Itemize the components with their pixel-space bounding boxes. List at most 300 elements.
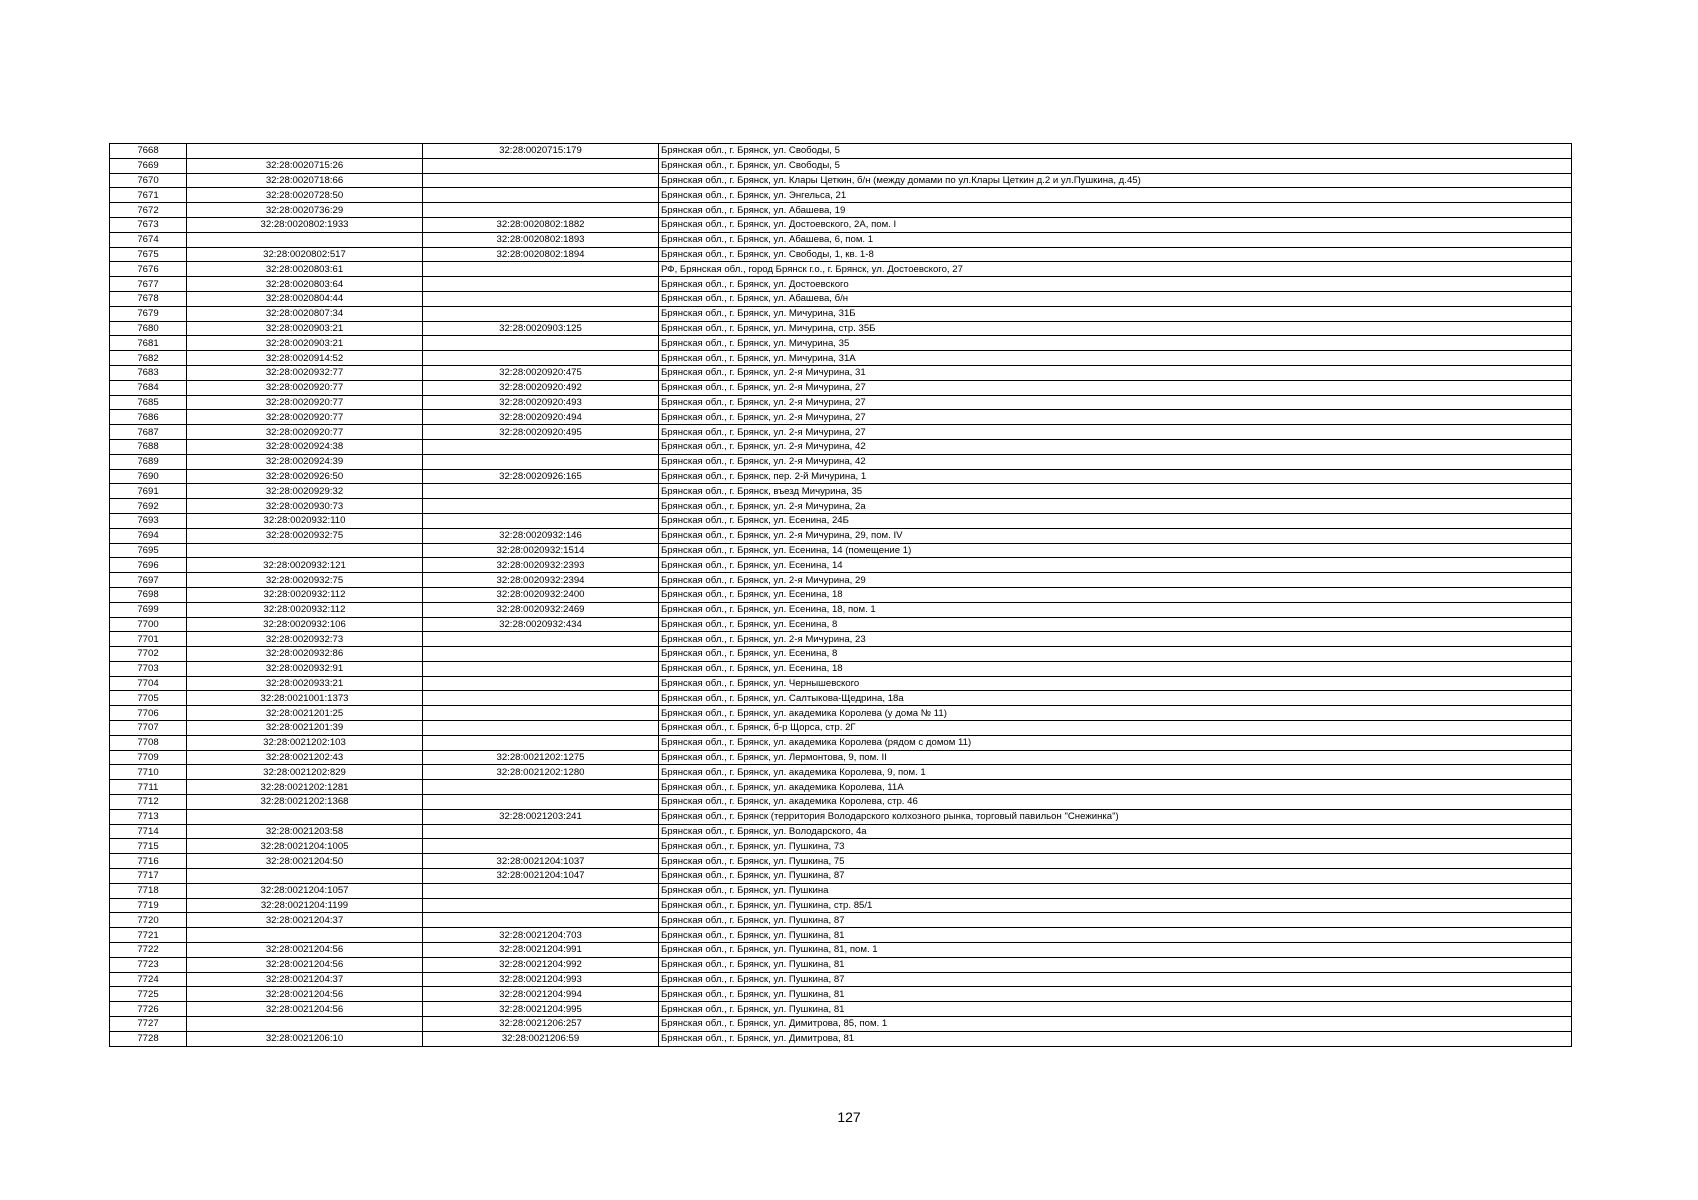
object-number-cell: 32:28:0021202:1280	[423, 765, 659, 780]
parcel-number-cell	[187, 869, 423, 884]
table-row	[110, 883, 1572, 898]
address-cell: Брянская обл., г. Брянск, ул. 2-я Мичурина, 27	[659, 380, 1572, 395]
table-row	[110, 321, 1572, 336]
address-cell: Брянская обл., г. Брянск, ул. Пушкина, 75	[659, 854, 1572, 869]
parcel-number-cell: 32:28:0021204:56	[187, 987, 423, 1002]
address-cell: Брянская обл., г. Брянск, ул. Есенина, 18	[659, 587, 1572, 602]
table-row	[110, 380, 1572, 395]
address-cell: Брянская обл., г. Брянск, ул. Есенина, 14	[659, 558, 1572, 573]
object-number-cell	[423, 277, 659, 292]
row-number-cell: 7726	[110, 1002, 187, 1017]
object-number-cell: 32:28:0021204:995	[423, 1002, 659, 1017]
address-cell: Брянская обл., г. Брянск, ул. Салтыкова-Щедрина, 18а	[659, 691, 1572, 706]
table-row	[110, 706, 1572, 721]
parcel-number-cell: 32:28:0020932:91	[187, 661, 423, 676]
address-cell: Брянская обл., г. Брянск, пер. 2-й Мичурина, 1	[659, 469, 1572, 484]
row-number-cell: 7716	[110, 854, 187, 869]
table-row	[110, 602, 1572, 617]
parcel-number-cell: 32:28:0020802:517	[187, 247, 423, 262]
parcel-number-cell: 32:28:0021206:10	[187, 1031, 423, 1046]
row-number-cell: 7684	[110, 380, 187, 395]
object-number-cell	[423, 439, 659, 454]
address-cell: Брянская обл., г. Брянск, ул. Свободы, 5	[659, 144, 1572, 159]
address-cell: Брянская обл., г. Брянск, ул. Абашева, 19	[659, 203, 1572, 218]
parcel-number-cell: 32:28:0020932:77	[187, 365, 423, 380]
parcel-number-cell: 32:28:0020803:61	[187, 262, 423, 277]
address-cell: Брянская обл., г. Брянск, ул. Есенина, 14 (помещение 1)	[659, 543, 1572, 558]
row-number-cell: 7704	[110, 676, 187, 691]
table-row	[110, 410, 1572, 425]
address-cell: Брянская обл., г. Брянск, ул. Пушкина, 81	[659, 1002, 1572, 1017]
address-cell: Брянская обл., г. Брянск, ул. академика Королева (рядом с домом 11)	[659, 735, 1572, 750]
object-number-cell	[423, 499, 659, 514]
object-number-cell: 32:28:0020932:2393	[423, 558, 659, 573]
row-number-cell: 7701	[110, 632, 187, 647]
row-number-cell: 7706	[110, 706, 187, 721]
parcel-number-cell: 32:28:0021204:56	[187, 957, 423, 972]
table-row	[110, 173, 1572, 188]
row-number-cell: 7724	[110, 972, 187, 987]
parcel-number-cell: 32:28:0020920:77	[187, 425, 423, 440]
row-number-cell: 7693	[110, 513, 187, 528]
object-number-cell: 32:28:0020932:434	[423, 617, 659, 632]
parcel-number-cell: 32:28:0020903:21	[187, 321, 423, 336]
row-number-cell: 7696	[110, 558, 187, 573]
object-number-cell: 32:28:0020920:475	[423, 365, 659, 380]
row-number-cell: 7718	[110, 883, 187, 898]
object-number-cell: 32:28:0021204:994	[423, 987, 659, 1002]
row-number-cell: 7725	[110, 987, 187, 1002]
table-row	[110, 306, 1572, 321]
row-number-cell: 7677	[110, 277, 187, 292]
table-row	[110, 558, 1572, 573]
address-cell: Брянская обл., г. Брянск, ул. Есенина, 8	[659, 617, 1572, 632]
address-cell: Брянская обл., г. Брянск, ул. Энгельса, 21	[659, 188, 1572, 203]
table-row	[110, 469, 1572, 484]
row-number-cell: 7695	[110, 543, 187, 558]
object-number-cell: 32:28:0020802:1882	[423, 217, 659, 232]
row-number-cell: 7714	[110, 824, 187, 839]
table-row	[110, 277, 1572, 292]
address-cell: Брянская обл., г. Брянск, въезд Мичурина, 35	[659, 484, 1572, 499]
object-number-cell: 32:28:0021204:991	[423, 943, 659, 958]
object-number-cell	[423, 262, 659, 277]
object-number-cell: 32:28:0021204:993	[423, 972, 659, 987]
table-row	[110, 972, 1572, 987]
object-number-cell	[423, 661, 659, 676]
row-number-cell: 7678	[110, 291, 187, 306]
object-number-cell	[423, 291, 659, 306]
parcel-number-cell: 32:28:0021201:39	[187, 721, 423, 736]
parcel-number-cell: 32:28:0020903:21	[187, 336, 423, 351]
parcel-number-cell: 32:28:0021202:1368	[187, 795, 423, 810]
object-number-cell	[423, 632, 659, 647]
parcel-number-cell: 32:28:0021204:1057	[187, 883, 423, 898]
row-number-cell: 7712	[110, 795, 187, 810]
object-number-cell: 32:28:0021203:241	[423, 809, 659, 824]
table-row	[110, 647, 1572, 662]
table-row	[110, 987, 1572, 1002]
row-number-cell: 7690	[110, 469, 187, 484]
address-cell: Брянская обл., г. Брянск, ул. 2-я Мичурина, 27	[659, 425, 1572, 440]
table-row	[110, 291, 1572, 306]
address-cell: Брянская обл., г. Брянск, ул. Достоевского, 2А, пом. I	[659, 217, 1572, 232]
parcel-number-cell: 32:28:0021204:37	[187, 972, 423, 987]
parcel-number-cell: 32:28:0020926:50	[187, 469, 423, 484]
address-cell: Брянская обл., г. Брянск (территория Володарского колхозного рынка, торговый павильон "Снежинка")	[659, 809, 1572, 824]
row-number-cell: 7674	[110, 232, 187, 247]
object-number-cell	[423, 647, 659, 662]
object-number-cell	[423, 735, 659, 750]
parcel-number-cell: 32:28:0021202:829	[187, 765, 423, 780]
parcel-number-cell: 32:28:0020920:77	[187, 395, 423, 410]
table-row	[110, 721, 1572, 736]
table-row	[110, 735, 1572, 750]
table-row	[110, 365, 1572, 380]
row-number-cell: 7715	[110, 839, 187, 854]
row-number-cell: 7719	[110, 898, 187, 913]
row-number-cell: 7689	[110, 454, 187, 469]
table-row	[110, 898, 1572, 913]
object-number-cell: 32:28:0020802:1894	[423, 247, 659, 262]
row-number-cell: 7705	[110, 691, 187, 706]
table-row	[110, 395, 1572, 410]
table-row	[110, 824, 1572, 839]
table-row	[110, 691, 1572, 706]
object-number-cell: 32:28:0021204:1047	[423, 869, 659, 884]
table-row	[110, 144, 1572, 159]
address-cell: Брянская обл., г. Брянск, ул. 2-я Мичурина, 31	[659, 365, 1572, 380]
table-row	[110, 661, 1572, 676]
parcel-number-cell: 32:28:0021204:1199	[187, 898, 423, 913]
table-row	[110, 869, 1572, 884]
row-number-cell: 7669	[110, 158, 187, 173]
table-row	[110, 232, 1572, 247]
object-number-cell	[423, 306, 659, 321]
object-number-cell: 32:28:0020926:165	[423, 469, 659, 484]
address-cell: Брянская обл., г. Брянск, ул. Мичурина, 31А	[659, 351, 1572, 366]
parcel-number-cell: 32:28:0020932:75	[187, 528, 423, 543]
address-cell: Брянская обл., г. Брянск, ул. академика Королева (у дома № 11)	[659, 706, 1572, 721]
object-number-cell	[423, 883, 659, 898]
address-cell: Брянская обл., г. Брянск, ул. 2-я Мичурина, 42	[659, 439, 1572, 454]
parcel-number-cell: 32:28:0021204:50	[187, 854, 423, 869]
address-cell: Брянская обл., г. Брянск, ул. 2-я Мичурина, 2а	[659, 499, 1572, 514]
object-number-cell	[423, 158, 659, 173]
row-number-cell: 7697	[110, 573, 187, 588]
object-number-cell	[423, 336, 659, 351]
row-number-cell: 7685	[110, 395, 187, 410]
address-cell: Брянская обл., г. Брянск, ул. Есенина, 8	[659, 647, 1572, 662]
address-cell: Брянская обл., г. Брянск, ул. Есенина, 24Б	[659, 513, 1572, 528]
table-row	[110, 188, 1572, 203]
parcel-number-cell	[187, 1017, 423, 1032]
address-cell: Брянская обл., г. Брянск, ул. 2-я Мичурина, 27	[659, 395, 1572, 410]
table-row	[110, 809, 1572, 824]
row-number-cell: 7694	[110, 528, 187, 543]
table-row	[110, 1002, 1572, 1017]
address-cell: Брянская обл., г. Брянск, ул. Есенина, 18, пом. 1	[659, 602, 1572, 617]
address-cell: Брянская обл., г. Брянск, ул. Клары Цеткин, б/н (между домами по ул.Клары Цеткин д.2 и ул.Пушкина, д.45)	[659, 173, 1572, 188]
parcel-number-cell	[187, 232, 423, 247]
table-row	[110, 439, 1572, 454]
object-number-cell	[423, 513, 659, 528]
table-row	[110, 676, 1572, 691]
row-number-cell: 7711	[110, 780, 187, 795]
table-row	[110, 573, 1572, 588]
row-number-cell: 7708	[110, 735, 187, 750]
row-number-cell: 7702	[110, 647, 187, 662]
parcel-number-cell: 32:28:0020804:44	[187, 291, 423, 306]
address-cell: Брянская обл., г. Брянск, ул. Димитрова, 85, пом. 1	[659, 1017, 1572, 1032]
table-row	[110, 217, 1572, 232]
parcel-number-cell: 32:28:0020932:106	[187, 617, 423, 632]
address-cell: Брянская обл., г. Брянск, ул. 2-я Мичурина, 29	[659, 573, 1572, 588]
parcel-number-cell: 32:28:0020932:110	[187, 513, 423, 528]
row-number-cell: 7713	[110, 809, 187, 824]
row-number-cell: 7722	[110, 943, 187, 958]
table-row	[110, 957, 1572, 972]
object-number-cell	[423, 188, 659, 203]
parcel-number-cell: 32:28:0020932:73	[187, 632, 423, 647]
table-row	[110, 839, 1572, 854]
parcel-number-cell: 32:28:0021204:56	[187, 1002, 423, 1017]
parcel-number-cell: 32:28:0020924:38	[187, 439, 423, 454]
object-number-cell	[423, 351, 659, 366]
parcel-number-cell: 32:28:0020718:66	[187, 173, 423, 188]
registry-table-body	[110, 144, 1572, 1047]
parcel-number-cell: 32:28:0020803:64	[187, 277, 423, 292]
table-row	[110, 543, 1572, 558]
address-cell: Брянская обл., г. Брянск, ул. академика Королева, стр. 46	[659, 795, 1572, 810]
table-row	[110, 780, 1572, 795]
object-number-cell: 32:28:0020920:493	[423, 395, 659, 410]
row-number-cell: 7710	[110, 765, 187, 780]
row-number-cell: 7699	[110, 602, 187, 617]
table-row	[110, 913, 1572, 928]
parcel-number-cell: 32:28:0021204:56	[187, 943, 423, 958]
registry-table	[109, 143, 1572, 1047]
parcel-number-cell: 32:28:0021203:58	[187, 824, 423, 839]
object-number-cell	[423, 203, 659, 218]
table-row	[110, 1031, 1572, 1046]
address-cell: Брянская обл., г. Брянск, ул. Пушкина	[659, 883, 1572, 898]
object-number-cell	[423, 691, 659, 706]
parcel-number-cell: 32:28:0020932:75	[187, 573, 423, 588]
row-number-cell: 7683	[110, 365, 187, 380]
object-number-cell: 32:28:0021206:59	[423, 1031, 659, 1046]
parcel-number-cell: 32:28:0020914:52	[187, 351, 423, 366]
parcel-number-cell: 32:28:0020715:26	[187, 158, 423, 173]
address-cell: Брянская обл., г. Брянск, ул. Димитрова, 81	[659, 1031, 1572, 1046]
table-row	[110, 425, 1572, 440]
object-number-cell: 32:28:0020932:2394	[423, 573, 659, 588]
parcel-number-cell: 32:28:0020932:112	[187, 587, 423, 602]
object-number-cell: 32:28:0020932:2400	[423, 587, 659, 602]
table-row	[110, 750, 1572, 765]
address-cell: Брянская обл., г. Брянск, ул. Пушкина, 81, пом. 1	[659, 943, 1572, 958]
table-row	[110, 795, 1572, 810]
table-row	[110, 1017, 1572, 1032]
address-cell: Брянская обл., г. Брянск, ул. Пушкина, 87	[659, 972, 1572, 987]
address-cell: Брянская обл., г. Брянск, ул. Пушкина, 81	[659, 987, 1572, 1002]
row-number-cell: 7723	[110, 957, 187, 972]
row-number-cell: 7682	[110, 351, 187, 366]
object-number-cell: 32:28:0020920:494	[423, 410, 659, 425]
address-cell: Брянская обл., г. Брянск, ул. Мичурина, стр. 35Б	[659, 321, 1572, 336]
table-row	[110, 528, 1572, 543]
object-number-cell: 32:28:0021206:257	[423, 1017, 659, 1032]
row-number-cell: 7668	[110, 144, 187, 159]
table-row	[110, 262, 1572, 277]
row-number-cell: 7728	[110, 1031, 187, 1046]
object-number-cell	[423, 780, 659, 795]
address-cell: Брянская обл., г. Брянск, ул. 2-я Мичурина, 27	[659, 410, 1572, 425]
row-number-cell: 7673	[110, 217, 187, 232]
address-cell: Брянская обл., г. Брянск, ул. Пушкина, 81	[659, 957, 1572, 972]
table-row	[110, 484, 1572, 499]
address-cell: Брянская обл., г. Брянск, ул. Мичурина, 31Б	[659, 306, 1572, 321]
object-number-cell	[423, 676, 659, 691]
parcel-number-cell: 32:28:0020736:29	[187, 203, 423, 218]
table-row	[110, 336, 1572, 351]
parcel-number-cell	[187, 144, 423, 159]
table-row	[110, 765, 1572, 780]
parcel-number-cell: 32:28:0020930:73	[187, 499, 423, 514]
address-cell: Брянская обл., г. Брянск, ул. 2-я Мичурина, 29, пом. IV	[659, 528, 1572, 543]
row-number-cell: 7700	[110, 617, 187, 632]
parcel-number-cell: 32:28:0021201:25	[187, 706, 423, 721]
address-cell: Брянская обл., г. Брянск, ул. академика Королева, 11А	[659, 780, 1572, 795]
parcel-number-cell: 32:28:0020929:32	[187, 484, 423, 499]
row-number-cell: 7688	[110, 439, 187, 454]
parcel-number-cell: 32:28:0020728:50	[187, 188, 423, 203]
address-cell: Брянская обл., г. Брянск, ул. Свободы, 5	[659, 158, 1572, 173]
parcel-number-cell	[187, 928, 423, 943]
object-number-cell: 32:28:0020802:1893	[423, 232, 659, 247]
parcel-number-cell: 32:28:0021204:1005	[187, 839, 423, 854]
object-number-cell	[423, 721, 659, 736]
table-row	[110, 587, 1572, 602]
parcel-number-cell: 32:28:0020933:21	[187, 676, 423, 691]
address-cell: Брянская обл., г. Брянск, ул. Лермонтова, 9, пом. II	[659, 750, 1572, 765]
address-cell: Брянская обл., г. Брянск, ул. 2-я Мичурина, 23	[659, 632, 1572, 647]
address-cell: Брянская обл., г. Брянск, ул. Володарского, 4а	[659, 824, 1572, 839]
object-number-cell	[423, 913, 659, 928]
parcel-number-cell: 32:28:0020932:112	[187, 602, 423, 617]
address-cell: Брянская обл., г. Брянск, ул. Пушкина, стр. 85/1	[659, 898, 1572, 913]
row-number-cell: 7670	[110, 173, 187, 188]
address-cell: Брянская обл., г. Брянск, ул. Абашева, б/н	[659, 291, 1572, 306]
row-number-cell: 7709	[110, 750, 187, 765]
object-number-cell: 32:28:0021204:1037	[423, 854, 659, 869]
address-cell: Брянская обл., г. Брянск, ул. Есенина, 18	[659, 661, 1572, 676]
parcel-number-cell: 32:28:0020802:1933	[187, 217, 423, 232]
object-number-cell	[423, 484, 659, 499]
table-row	[110, 499, 1572, 514]
row-number-cell: 7672	[110, 203, 187, 218]
object-number-cell: 32:28:0020920:495	[423, 425, 659, 440]
row-number-cell: 7679	[110, 306, 187, 321]
row-number-cell: 7721	[110, 928, 187, 943]
object-number-cell: 32:28:0020932:146	[423, 528, 659, 543]
parcel-number-cell: 32:28:0020932:86	[187, 647, 423, 662]
address-cell: Брянская обл., г. Брянск, ул. Пушкина, 81	[659, 928, 1572, 943]
page-number: 127	[837, 1109, 861, 1125]
object-number-cell	[423, 173, 659, 188]
object-number-cell	[423, 839, 659, 854]
parcel-number-cell: 32:28:0021202:1281	[187, 780, 423, 795]
address-cell: Брянская обл., г. Брянск, ул. Достоевского	[659, 277, 1572, 292]
object-number-cell: 32:28:0020932:2469	[423, 602, 659, 617]
row-number-cell: 7698	[110, 587, 187, 602]
row-number-cell: 7680	[110, 321, 187, 336]
table-row	[110, 203, 1572, 218]
table-row	[110, 617, 1572, 632]
object-number-cell: 32:28:0020715:179	[423, 144, 659, 159]
table-row	[110, 943, 1572, 958]
address-cell: Брянская обл., г. Брянск, ул. Мичурина, 35	[659, 336, 1572, 351]
parcel-number-cell: 32:28:0021204:37	[187, 913, 423, 928]
row-number-cell: 7686	[110, 410, 187, 425]
row-number-cell: 7707	[110, 721, 187, 736]
row-number-cell: 7681	[110, 336, 187, 351]
parcel-number-cell	[187, 809, 423, 824]
object-number-cell: 32:28:0020903:125	[423, 321, 659, 336]
address-cell: Брянская обл., г. Брянск, ул. Абашева, 6, пом. 1	[659, 232, 1572, 247]
address-cell: Брянская обл., г. Брянск, ул. Свободы, 1, кв. 1-8	[659, 247, 1572, 262]
parcel-number-cell: 32:28:0020924:39	[187, 454, 423, 469]
row-number-cell: 7676	[110, 262, 187, 277]
row-number-cell: 7720	[110, 913, 187, 928]
parcel-number-cell: 32:28:0020920:77	[187, 380, 423, 395]
object-number-cell	[423, 454, 659, 469]
parcel-number-cell: 32:28:0020807:34	[187, 306, 423, 321]
object-number-cell: 32:28:0020920:492	[423, 380, 659, 395]
table-row	[110, 158, 1572, 173]
row-number-cell: 7727	[110, 1017, 187, 1032]
address-cell: Брянская обл., г. Брянск, ул. Пушкина, 73	[659, 839, 1572, 854]
parcel-number-cell	[187, 543, 423, 558]
object-number-cell: 32:28:0021202:1275	[423, 750, 659, 765]
row-number-cell: 7675	[110, 247, 187, 262]
table-row	[110, 247, 1572, 262]
object-number-cell: 32:28:0021204:703	[423, 928, 659, 943]
address-cell: Брянская обл., г. Брянск, ул. Чернышевского	[659, 676, 1572, 691]
object-number-cell	[423, 706, 659, 721]
table-row	[110, 351, 1572, 366]
object-number-cell	[423, 795, 659, 810]
row-number-cell: 7717	[110, 869, 187, 884]
object-number-cell	[423, 898, 659, 913]
object-number-cell	[423, 824, 659, 839]
object-number-cell: 32:28:0020932:1514	[423, 543, 659, 558]
parcel-number-cell: 32:28:0020932:121	[187, 558, 423, 573]
row-number-cell: 7691	[110, 484, 187, 499]
table-row	[110, 928, 1572, 943]
address-cell: РФ, Брянская обл., город Брянск г.о., г. Брянск, ул. Достоевского, 27	[659, 262, 1572, 277]
table-row	[110, 513, 1572, 528]
address-cell: Брянская обл., г. Брянск, б-р Щорса, стр. 2Г	[659, 721, 1572, 736]
object-number-cell: 32:28:0021204:992	[423, 957, 659, 972]
table-row	[110, 854, 1572, 869]
row-number-cell: 7671	[110, 188, 187, 203]
table-row	[110, 454, 1572, 469]
address-cell: Брянская обл., г. Брянск, ул. 2-я Мичурина, 42	[659, 454, 1572, 469]
parcel-number-cell: 32:28:0021001:1373	[187, 691, 423, 706]
table-row	[110, 632, 1572, 647]
parcel-number-cell: 32:28:0021202:43	[187, 750, 423, 765]
